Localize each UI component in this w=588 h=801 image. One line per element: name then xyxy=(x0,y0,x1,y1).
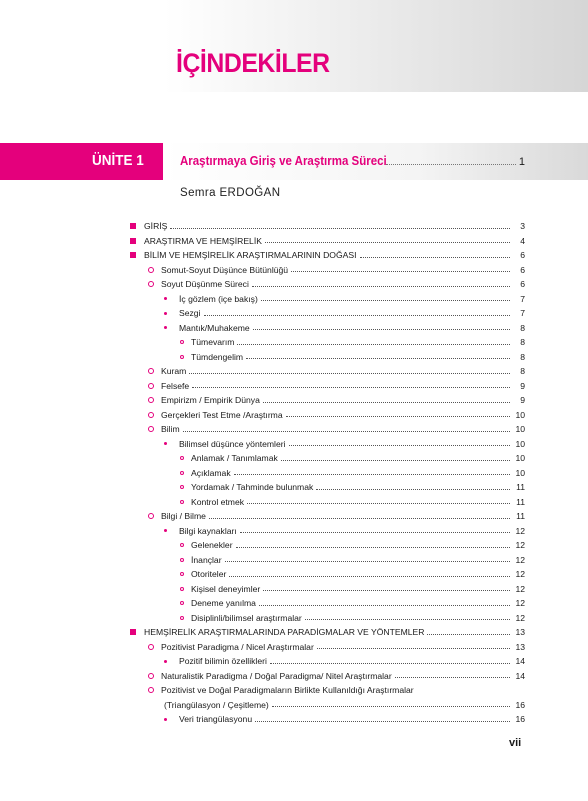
toc-entry[interactable] xyxy=(130,219,525,233)
toc-entry[interactable] xyxy=(180,451,525,465)
toc-entry[interactable] xyxy=(164,712,525,726)
dot-bullet-icon xyxy=(164,326,167,329)
toc-entry-label: İç gözlem (içe bakış) xyxy=(179,293,258,304)
toc-entry[interactable] xyxy=(148,364,525,378)
circle-bullet-icon xyxy=(148,644,154,650)
circle-bullet-icon xyxy=(148,513,154,519)
leader-dots xyxy=(286,416,510,417)
square-bullet-icon xyxy=(130,238,136,244)
toc-entry-label: Yordamak / Tahminde bulunmak xyxy=(191,482,314,492)
leader-dots xyxy=(255,721,510,722)
toc-entry-label: Naturalistik Paradigma / Doğal Paradigma/ Nitel Araştırmalar xyxy=(161,670,392,681)
toc-entry-page: 3 xyxy=(520,221,525,231)
toc-entry-label: Pozitivist Paradigma / Nicel Araştırmalar xyxy=(161,641,314,652)
toc-entry-label: ARAŞTIRMA VE HEMŞİRELİK xyxy=(144,235,262,246)
toc-entry[interactable] xyxy=(148,422,525,436)
toc-entry-label: Mantık/Muhakeme xyxy=(179,322,250,333)
toc-entry-page: 11 xyxy=(516,496,525,507)
toc-entry-page: 8 xyxy=(520,351,525,362)
leader-dots xyxy=(204,315,511,316)
toc-entry-page: 9 xyxy=(520,395,525,405)
ring-bullet-icon xyxy=(180,340,184,344)
toc-entry-label: Empirizm / Empirik Dünya xyxy=(161,395,260,405)
toc-entry-label: Açıklamak xyxy=(191,467,231,478)
leader-dots xyxy=(386,163,516,165)
toc-entry-page: 12 xyxy=(515,598,525,608)
dot-bullet-icon xyxy=(164,312,167,315)
toc-entry-page: 7 xyxy=(520,308,525,318)
leader-dots xyxy=(192,387,510,388)
toc-entry[interactable] xyxy=(180,335,525,349)
toc-entry[interactable] xyxy=(148,683,525,697)
toc-entry-page: 12 xyxy=(515,540,525,550)
toc-entry-page: 12 xyxy=(515,583,525,594)
circle-bullet-icon xyxy=(148,267,154,273)
leader-dots xyxy=(261,300,510,301)
square-bullet-icon xyxy=(130,223,136,229)
toc-entry-label: Tümevarım xyxy=(191,337,235,347)
toc-entry[interactable] xyxy=(180,596,525,610)
leader-dots xyxy=(427,634,510,635)
toc-entry[interactable] xyxy=(180,350,525,364)
toc-entry[interactable] xyxy=(148,263,525,277)
toc-entry-label: BİLİM VE HEMŞİRELİK ARAŞTIRMALARININ DOĞASI xyxy=(144,250,357,260)
leader-dots xyxy=(253,329,510,330)
ring-bullet-icon xyxy=(180,616,184,620)
leader-dots xyxy=(246,358,510,359)
toc-entry-page: 6 xyxy=(520,264,525,275)
toc-entry[interactable] xyxy=(148,509,525,523)
toc-entry[interactable] xyxy=(180,611,525,625)
toc-entry-page: 16 xyxy=(515,714,525,724)
circle-bullet-icon xyxy=(148,426,154,432)
toc-entry[interactable] xyxy=(164,698,525,712)
ring-bullet-icon xyxy=(180,355,184,359)
leader-dots xyxy=(291,271,510,272)
leader-dots xyxy=(225,561,510,562)
toc-entry[interactable] xyxy=(180,538,525,552)
toc-entry-label: Kişisel deneyimler xyxy=(191,583,261,594)
leader-dots xyxy=(236,547,510,548)
toc-entry[interactable] xyxy=(164,524,525,538)
ring-bullet-icon xyxy=(180,558,184,562)
toc-entry[interactable] xyxy=(164,292,525,306)
toc-entry-label: GİRİŞ xyxy=(144,221,168,231)
toc-entry[interactable] xyxy=(148,640,525,654)
unit-label: ÜNİTE 1 xyxy=(92,152,144,169)
leader-dots xyxy=(259,605,510,606)
unit-page-number: 1 xyxy=(518,156,525,168)
toc-entry-page: 6 xyxy=(520,250,525,260)
toc-entry-page: 4 xyxy=(520,235,525,246)
toc-entry[interactable] xyxy=(180,582,525,596)
square-bullet-icon xyxy=(130,252,136,258)
leader-dots xyxy=(240,532,510,533)
toc-entry-label: Gelenekler xyxy=(191,540,233,550)
toc-entry-page: 13 xyxy=(515,641,525,652)
circle-bullet-icon xyxy=(148,412,154,418)
toc-entry[interactable] xyxy=(148,277,525,291)
toc-entry[interactable] xyxy=(180,466,525,480)
leader-dots xyxy=(183,431,510,432)
toc-entry[interactable] xyxy=(164,306,525,320)
toc-entry-label: Pozitivist ve Doğal Paradigmaların Birlikte Kullanıldığı Araştırmalar xyxy=(161,685,414,695)
toc-entry-page: 10 xyxy=(515,409,525,420)
page-title: İÇİNDEKİLER xyxy=(176,48,330,78)
toc-entry-page: 8 xyxy=(520,366,525,376)
toc-entry-label: Kuram xyxy=(161,366,187,376)
toc-entry[interactable] xyxy=(180,567,525,581)
toc-entry-page: 12 xyxy=(515,612,525,623)
toc-entry-page: 11 xyxy=(516,511,525,521)
toc-entry-page: 8 xyxy=(520,337,525,347)
toc-entry-page: 9 xyxy=(520,380,525,391)
toc-entry-label: Anlamak / Tanımlamak xyxy=(191,453,278,463)
toc-entry-page: 8 xyxy=(520,322,525,333)
square-bullet-icon xyxy=(130,629,136,635)
toc-entry-label: İnançlar xyxy=(191,554,222,565)
toc-entry-label: Felsefe xyxy=(161,380,190,391)
toc-entry-page: 16 xyxy=(515,699,525,710)
toc-entry[interactable] xyxy=(130,248,525,262)
leader-dots xyxy=(263,590,510,591)
ring-bullet-icon xyxy=(180,601,184,605)
leader-dots xyxy=(270,663,510,664)
leader-dots xyxy=(316,489,510,490)
circle-bullet-icon xyxy=(148,687,154,693)
toc-entry-label: Veri triangülasyonu xyxy=(179,714,253,724)
leader-dots xyxy=(170,228,510,229)
toc-entry[interactable] xyxy=(164,437,525,451)
toc-entry-label: Deneme yanılma xyxy=(191,598,256,608)
leader-dots xyxy=(317,648,510,649)
dot-bullet-icon xyxy=(164,660,167,663)
toc-entry-label: Kontrol etmek xyxy=(191,496,245,507)
toc-entry-page: 7 xyxy=(520,293,525,304)
ring-bullet-icon xyxy=(180,543,184,547)
leader-dots xyxy=(209,518,510,519)
toc-entry-label: Soyut Düşünme Süreci xyxy=(161,279,249,289)
toc-entry-label: Pozitif bilimin özellikleri xyxy=(179,656,267,666)
circle-bullet-icon xyxy=(148,383,154,389)
leader-dots xyxy=(281,460,510,461)
circle-bullet-icon xyxy=(148,368,154,374)
toc-entry-label: Bilim xyxy=(161,424,180,434)
dot-bullet-icon xyxy=(164,718,167,721)
leader-dots xyxy=(234,474,510,475)
unit-title-row[interactable] xyxy=(180,154,525,172)
leader-dots xyxy=(237,344,510,345)
leader-dots xyxy=(272,706,510,707)
toc-entry[interactable] xyxy=(148,379,525,393)
leader-dots xyxy=(247,503,510,504)
leader-dots xyxy=(265,242,510,243)
circle-bullet-icon xyxy=(148,673,154,679)
toc-entry[interactable] xyxy=(148,393,525,407)
dot-bullet-icon xyxy=(164,442,167,445)
toc-entry-page: 12 xyxy=(515,554,525,565)
footer-page-number: vii xyxy=(509,737,522,749)
toc-entry-page: 10 xyxy=(515,453,525,463)
circle-bullet-icon xyxy=(148,281,154,287)
toc-entry[interactable] xyxy=(148,669,525,683)
leader-dots xyxy=(360,257,510,258)
toc-entry-label: Bilgi / Bilme xyxy=(161,511,206,521)
leader-dots xyxy=(189,373,510,374)
toc-entry-label: Bilimsel düşünce yöntemleri xyxy=(179,438,286,449)
toc-entry-label: Sezgi xyxy=(179,308,201,318)
toc-entry-label: Otoriteler xyxy=(191,569,227,579)
toc-entry-label: Somut-Soyut Düşünce Bütünlüğü xyxy=(161,264,289,275)
unit-title: Araştırmaya Giriş ve Araştırma Süreci xyxy=(180,154,387,168)
ring-bullet-icon xyxy=(180,587,184,591)
toc-entry-page: 11 xyxy=(516,482,525,492)
toc-entry-page: 14 xyxy=(515,656,525,666)
toc-entry-page: 13 xyxy=(515,627,525,637)
toc-entry-label: Tümdengelim xyxy=(191,351,244,362)
toc-entry[interactable] xyxy=(130,234,525,248)
leader-dots xyxy=(263,402,510,403)
toc-entry-page: 14 xyxy=(515,670,525,681)
dot-bullet-icon xyxy=(164,297,167,300)
ring-bullet-icon xyxy=(180,485,184,489)
leader-dots xyxy=(305,619,510,620)
toc-entry-page: 10 xyxy=(515,467,525,478)
toc-entry-page: 10 xyxy=(515,438,525,449)
toc-entry-label: Disiplinli/bilimsel araştırmalar xyxy=(191,612,302,623)
toc-entry-page: 6 xyxy=(520,279,525,289)
toc-entry[interactable] xyxy=(180,553,525,567)
toc-entry-label: Gerçekleri Test Etme /Araştırma xyxy=(161,409,283,420)
leader-dots xyxy=(252,286,510,287)
toc-entry-page: 12 xyxy=(515,569,525,579)
leader-dots xyxy=(289,445,510,446)
ring-bullet-icon xyxy=(180,471,184,475)
toc-entry[interactable] xyxy=(164,654,525,668)
ring-bullet-icon xyxy=(180,572,184,576)
toc-entry-page: 12 xyxy=(515,525,525,536)
toc-entry-page: 10 xyxy=(515,424,525,434)
ring-bullet-icon xyxy=(180,500,184,504)
toc-entry[interactable] xyxy=(130,625,525,639)
toc-entry-label: (Triangülasyon / Çeşitleme) xyxy=(164,699,269,710)
toc-entry[interactable] xyxy=(180,480,525,494)
toc-entry-label: HEMŞİRELİK ARAŞTIRMALARINDA PARADİGMALAR VE YÖNTEMLER xyxy=(144,627,425,637)
leader-dots xyxy=(395,677,510,678)
toc-entry[interactable] xyxy=(180,495,525,509)
dot-bullet-icon xyxy=(164,529,167,532)
leader-dots xyxy=(229,576,510,577)
toc-entry[interactable] xyxy=(148,408,525,422)
circle-bullet-icon xyxy=(148,397,154,403)
toc-entry[interactable] xyxy=(164,321,525,335)
toc-entry-label: Bilgi kaynakları xyxy=(179,525,237,536)
ring-bullet-icon xyxy=(180,456,184,460)
author-name: Semra ERDOĞAN xyxy=(180,187,281,199)
